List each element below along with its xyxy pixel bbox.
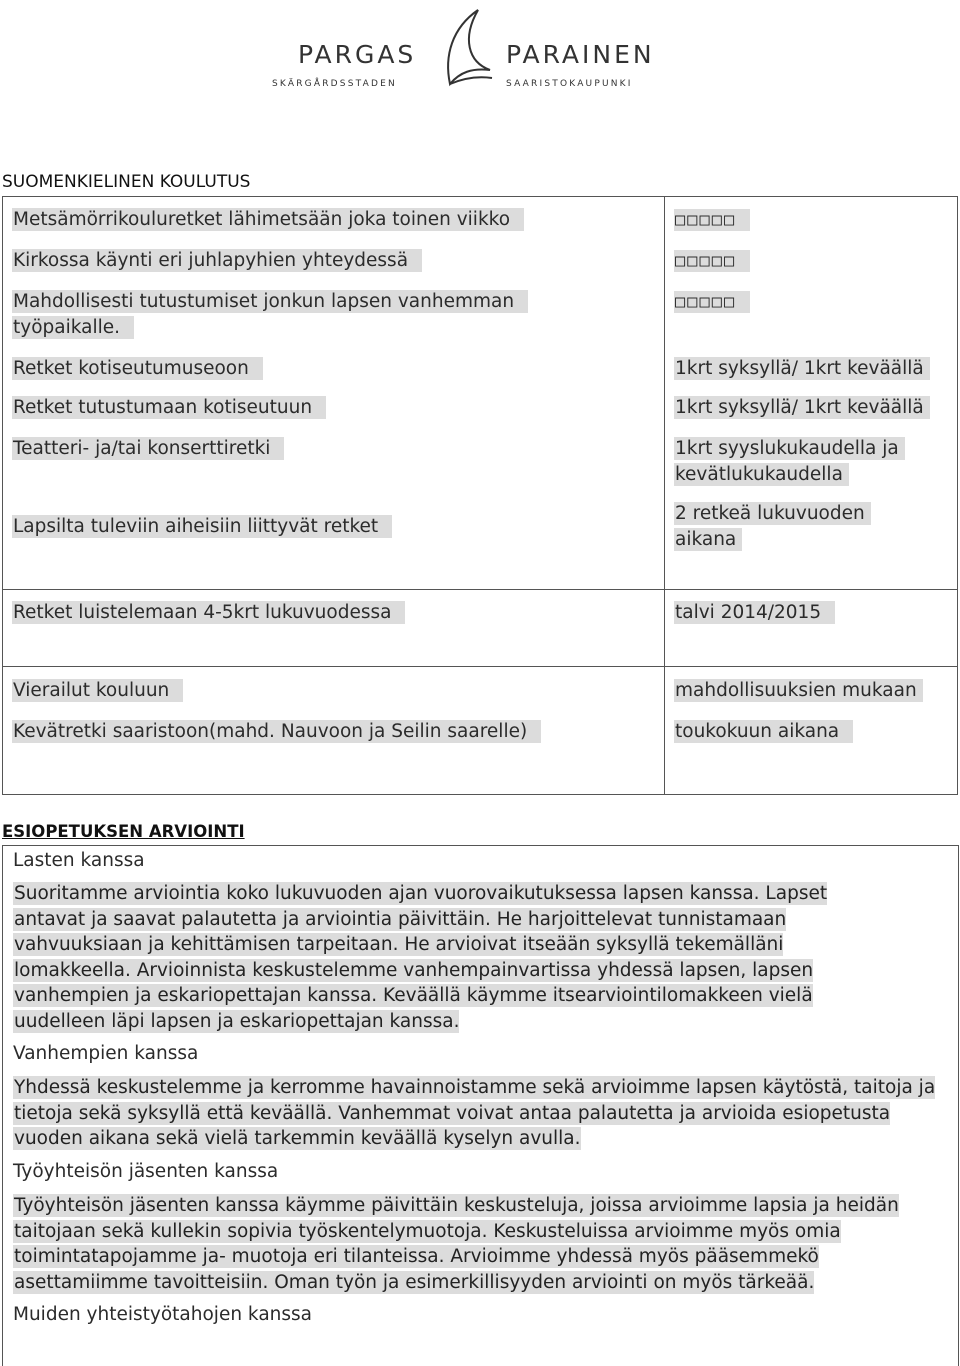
timing-item: 2 retkeä lukuvuoden aikana bbox=[674, 502, 871, 551]
eval-text-children: Suoritamme arviointia koko lukuvuoden ajan vuorovaikutuksessa lapsen kanssa. Lapset antavat ja saavat palautetta ja arviointia päivittäin. He harjoittelevat tunnistamaan vahvuuksiaan ja kehittämisen tarpeitaan. He arvioivat itseään syksyllä tekemälläni lomakkeella. Arvioinnista keskustelemme vanhempainvartissa yhdessä lapsen, lapsen vanhempien ja eskariopettajan kanssa. Keväällä käymme itsearviointilomakkeen vielä uudelleen läpi lapsen ja eskariopettajan kanssa. bbox=[14, 883, 828, 1032]
timing-item: □□□□□ bbox=[674, 291, 750, 313]
logo-left-title: PARGAS bbox=[298, 40, 417, 69]
eval-text-colleagues: Työyhteisön jäsenten kanssa käymme päivittäin keskusteluja, joissa arvioimme lapsia ja heidän taitojaan sekä kullekin sopivia työskentelymuotoja. Keskusteluissa arvioimme myös omia toimintatapojamme ja- muotoja eri tilanteissa. Arvioimme yhdessä myös pääsemmekö asettamiimme tavoitteisiin. Oman työn ja esimerkillisyyden arviointi on myös tärkeää. bbox=[14, 1195, 899, 1293]
logo-right-title: PARAINEN bbox=[506, 40, 655, 69]
activity-item: Retket luistelemaan 4-5krt lukuvuodessa bbox=[12, 601, 405, 624]
activity-item: Retket tutustumaan kotiseutuun bbox=[12, 396, 326, 419]
activities-table bbox=[2, 196, 958, 795]
logo-left-subtitle: SKÄRGÅRDSSTADEN bbox=[272, 79, 397, 89]
activity-item: Vierailut kouluun bbox=[12, 679, 183, 702]
activity-item: Lapsilta tuleviin aiheisiin liittyvät retket bbox=[12, 515, 392, 538]
eval-heading-parents: Vanhempien kanssa bbox=[13, 1043, 199, 1064]
timing-item: toukokuun aikana bbox=[674, 720, 853, 743]
timing-cell-lower bbox=[665, 667, 958, 795]
eval-heading-partners: Muiden yhteistyötahojen kanssa bbox=[13, 1304, 312, 1325]
city-logo bbox=[270, 8, 655, 89]
eval-heading-children: Lasten kanssa bbox=[13, 850, 145, 871]
evaluation-box bbox=[2, 845, 959, 1366]
timing-item: □□□□□ bbox=[674, 250, 750, 272]
timing-item: talvi 2014/2015 bbox=[674, 601, 835, 624]
timing-cell-skating bbox=[665, 590, 958, 667]
timing-cell-upper bbox=[665, 197, 958, 590]
activities-cell-lower bbox=[3, 667, 665, 795]
sail-icon bbox=[438, 8, 494, 88]
section-title-evaluation: ESIOPETUKSEN ARVIOINTI bbox=[2, 822, 245, 841]
timing-item: □□□□□ bbox=[674, 209, 750, 231]
activity-item: Kevätretki saaristoon(mahd. Nauvoon ja Seilin saarelle) bbox=[12, 720, 541, 743]
timing-item: mahdollisuuksien mukaan bbox=[674, 679, 923, 702]
activity-item: Teatteri- ja/tai konserttiretki bbox=[12, 437, 284, 460]
activity-item: Kirkossa käynti eri juhlapyhien yhteydessä bbox=[12, 249, 422, 272]
timing-item: 1krt syksyllä/ 1krt keväällä bbox=[674, 357, 930, 380]
eval-text-parents: Yhdessä keskustelemme ja kerromme havainnoistamme sekä arvioimme lapsen käytöstä, taitoja ja tietoja sekä syksyllä että keväällä. Vanhemmat voivat antaa palautetta ja arvioida esiopetusta vuoden aikana sekä vielä tarkemmin keväällä kyselyn avulla. bbox=[14, 1077, 936, 1149]
timing-item: 1krt syyslukukaudella ja kevätlukukaudella bbox=[674, 437, 905, 486]
eval-heading-colleagues: Työyhteisön jäsenten kanssa bbox=[13, 1161, 279, 1182]
logo-right-subtitle: SAARISTOKAUPUNKI bbox=[506, 79, 633, 89]
activity-item: Mahdollisesti tutustumiset jonkun lapsen vanhemman työpaikalle. bbox=[12, 290, 528, 339]
activities-cell-skating bbox=[3, 590, 665, 667]
timing-item: 1krt syksyllä/ 1krt keväällä bbox=[674, 396, 930, 419]
section-title-finnish-education: SUOMENKIELINEN KOULUTUS bbox=[2, 172, 251, 192]
activity-item: Metsämörrikouluretket lähimetsään joka toinen viikko bbox=[12, 208, 524, 231]
activities-cell-upper bbox=[3, 197, 665, 590]
activity-item: Retket kotiseutumuseoon bbox=[12, 357, 263, 380]
